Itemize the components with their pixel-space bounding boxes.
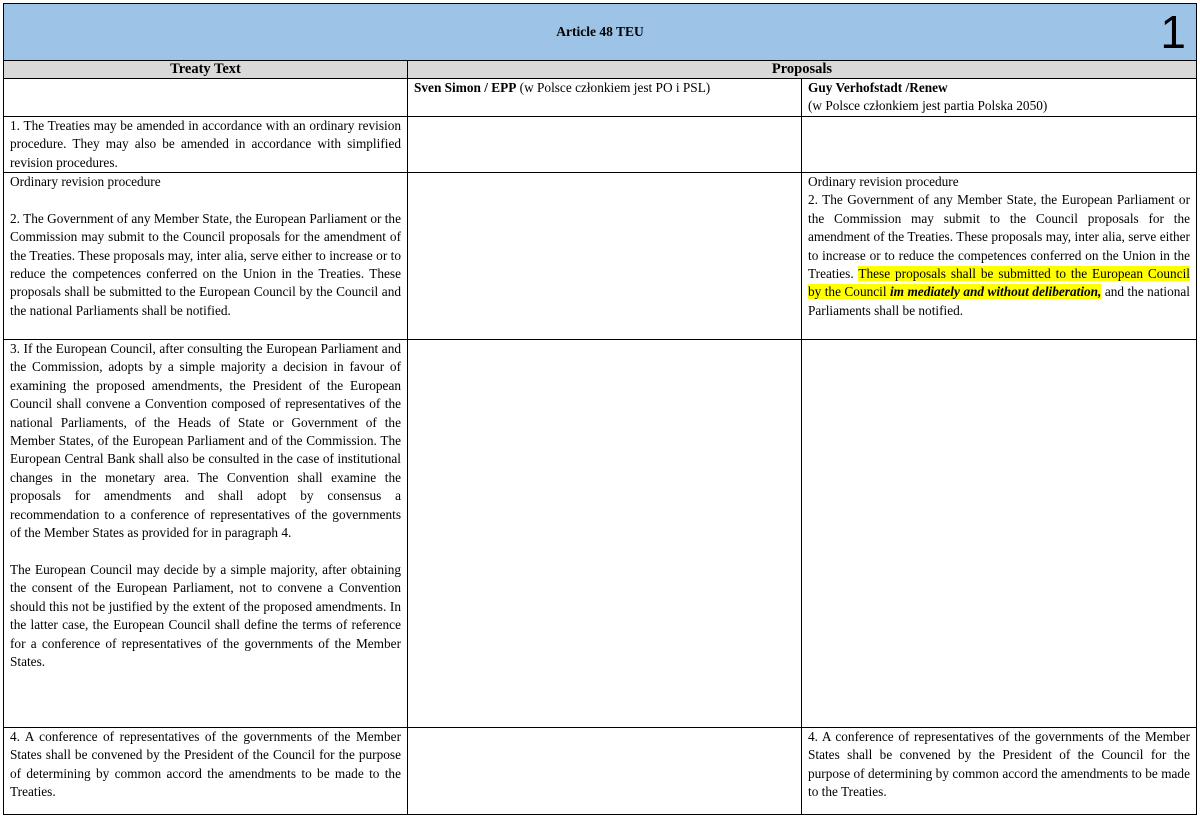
title-row [4,4,1197,61]
simon-cell-1 [408,116,802,172]
simon-note: (w Polsce członkiem jest PO i PSL) [516,80,711,95]
treaty-paragraph-3a: 3. If the European Council, after consulting the European Parliament and the Commission, adopts by a simple majority a decision in favour of examining the proposed amendments, the President of the European Council shall convene a Convention composed of representatives of the national Parliaments, of the Heads of State or Government of the Member States, of the European Parliament and of the Commission. The European Central Bank shall also be consulted in the case of institutional changes in the monetary area. The Convention shall examine the proposals for amendments and shall adopt by consensus a recommendation to a conference of representatives of the governments of the Member States as provided for in paragraph 4. [10,341,401,541]
renew-amendment-text: These proposals shall be submitted to the European Council by the Council [808,266,1191,300]
column-header-row [4,61,1197,79]
renew-paragraph-2-heading: Ordinary revision procedure [808,174,959,190]
treaty-paragraph-3b: The European Council may decide by a simple majority, after obtaining the consent of the European Parliament, not to convene a Convention should this not be justified by the extent of the proposed amendments. In the latter case, the European Council shall define the terms of reference for a conference of representatives of the governments of the Member States. [10,561,401,669]
title-cell [4,4,1197,61]
simon-name: Sven Simon / EPP [414,80,517,95]
renew-paragraph-2 [808,191,1190,320]
renew-cell-1 [802,116,1197,172]
renew-amendment-emphasis: im mediately and without deliberation, [889,284,1102,300]
treaty-paragraph-2-heading: Ordinary revision procedure [10,174,161,190]
table-row [4,173,1197,340]
author-row [4,79,1197,117]
simon-cell-3 [408,340,802,728]
verhofstadt-note: (w Polsce członkiem jest partia Polska 2050) [808,98,1048,114]
proposals-header: Proposals [408,61,1197,79]
treaty-paragraph-1: 1. The Treaties may be amended in accordance with an ordinary revision procedure. They may also be amended in accordance with simplified revision procedures. [4,116,408,172]
renew-paragraph-2-cell [802,173,1197,340]
treaty-text-header: Treaty Text [4,61,408,79]
renew-text-end: and the national Parliaments shall be notified. [808,284,1190,318]
page-number: 1 [1160,6,1186,58]
renew-cell-3 [802,340,1197,728]
author-empty-cell [4,79,408,117]
article-title: Article 48 TEU [556,23,644,39]
table-row [4,116,1197,172]
renew-paragraph-4: 4. A conference of representatives of the governments of the Member States shall be convened by the President of the Council for the purpose of determining by common accord the amendments to be made to the Treaties. [802,728,1197,815]
treaty-paragraph-2-cell [4,173,408,340]
simon-cell-4 [408,728,802,815]
treaty-comparison-table [3,3,1197,815]
verhofstadt-author-cell [802,79,1197,117]
table-row [4,728,1197,815]
treaty-paragraph-3-cell [4,340,408,728]
simon-author-cell [408,79,802,117]
renew-text-unchanged: 2. The Government of any Member State, the European Parliament or the Commission may submit to the Council proposals for the amendment of the Treaties. These proposals may, inter alia, serve either to increase or to reduce the competences conferred on the Union in the Treaties. [808,192,1190,282]
simon-cell-2 [408,173,802,340]
treaty-paragraph-4: 4. A conference of representatives of the governments of the Member States shall be convened by the President of the Council for the purpose of determining by common accord the amendments to be made to the Treaties. [4,728,408,815]
table-row [4,340,1197,728]
verhofstadt-name: Guy Verhofstadt /Renew [808,80,948,95]
treaty-paragraph-2: 2. The Government of any Member State, the European Parliament or the Commission may submit to the Council proposals for the amendment of the Treaties. These proposals may, inter alia, serve either to increase or to reduce the competences conferred on the Union in the Treaties. These proposals shall be submitted to the European Council by the Council and the national Parliaments shall be notified. [10,210,401,318]
